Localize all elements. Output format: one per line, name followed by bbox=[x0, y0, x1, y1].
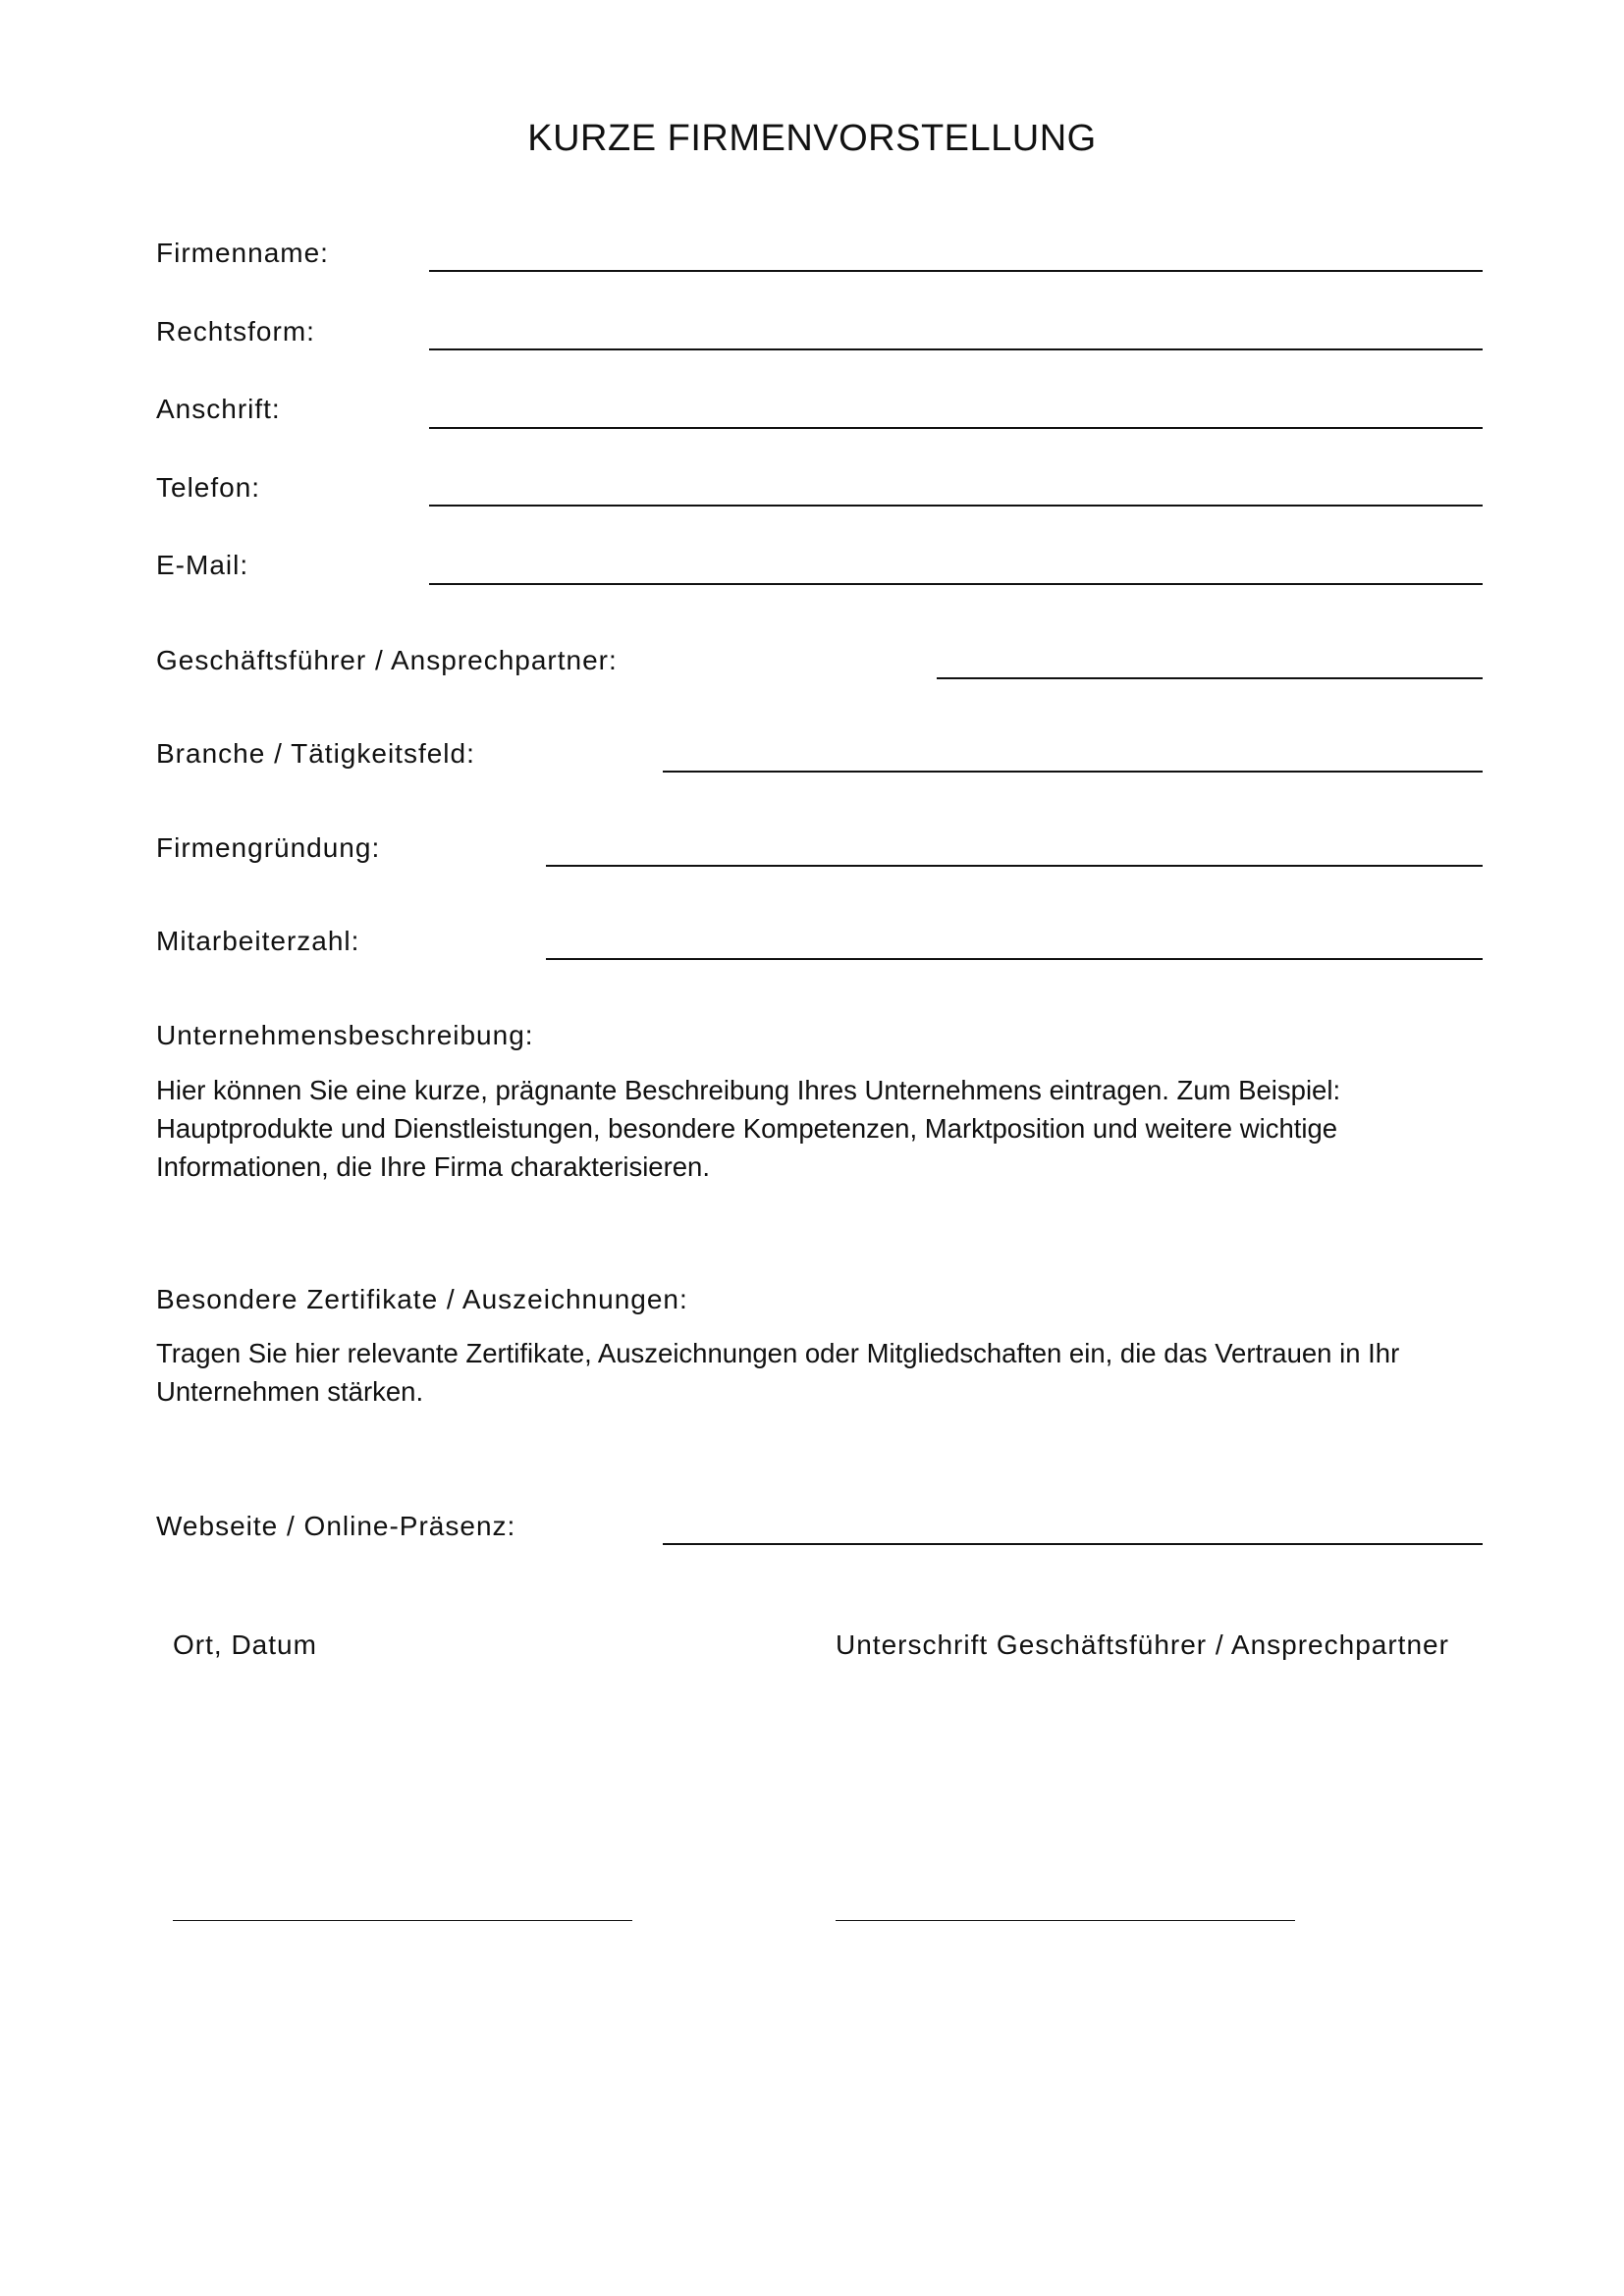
certificates-line: Unternehmen stärken. bbox=[156, 1376, 424, 1407]
label-anschrift: Anschrift: bbox=[156, 394, 281, 424]
input-line-webseite[interactable] bbox=[663, 1543, 1483, 1545]
description-line: Informationen, die Ihre Firma charakterisieren. bbox=[156, 1151, 710, 1182]
description-line: Hier können Sie eine kurze, prägnante Beschreibung Ihres Unternehmens eintragen. Zum Beispiel: bbox=[156, 1075, 1341, 1105]
input-line-email[interactable] bbox=[429, 583, 1483, 585]
label-webseite: Webseite / Online-Präsenz: bbox=[156, 1511, 516, 1541]
input-line-branche[interactable] bbox=[663, 771, 1483, 773]
description-line: Hauptprodukte und Dienstleistungen, besondere Kompetenzen, Marktposition und weitere wichtige bbox=[156, 1113, 1338, 1144]
label-email: E-Mail: bbox=[156, 550, 249, 580]
label-geschaeftsfuehrer: Geschäftsführer / Ansprechpartner: bbox=[156, 645, 618, 675]
label-ort-datum: Ort, Datum bbox=[173, 1629, 317, 1660]
certificates-line: Tragen Sie hier relevante Zertifikate, Auszeichnungen oder Mitgliedschaften ein, die das Vertrauen in Ihr bbox=[156, 1338, 1400, 1368]
input-line-firmengruendung[interactable] bbox=[546, 865, 1483, 867]
signature-line-unterschrift[interactable] bbox=[836, 1920, 1295, 1921]
label-branche: Branche / Tätigkeitsfeld: bbox=[156, 738, 475, 769]
input-line-anschrift[interactable] bbox=[429, 427, 1483, 429]
input-line-geschaeftsfuehrer[interactable] bbox=[937, 677, 1483, 679]
label-firmenname: Firmenname: bbox=[156, 238, 329, 268]
label-zertifikate: Besondere Zertifikate / Auszeichnungen: bbox=[156, 1284, 688, 1314]
label-firmengruendung: Firmengründung: bbox=[156, 832, 381, 863]
input-line-telefon[interactable] bbox=[429, 505, 1483, 507]
input-line-firmenname[interactable] bbox=[429, 270, 1483, 272]
label-unterschrift: Unterschrift Geschäftsführer / Ansprechpartner bbox=[836, 1629, 1449, 1660]
document-title: KURZE FIRMENVORSTELLUNG bbox=[527, 118, 1097, 159]
certificates-text bbox=[156, 1334, 1399, 1411]
signature-line-ort-datum[interactable] bbox=[173, 1920, 632, 1921]
label-telefon: Telefon: bbox=[156, 472, 261, 503]
label-unternehmensbeschreibung: Unternehmensbeschreibung: bbox=[156, 1020, 534, 1050]
input-line-rechtsform[interactable] bbox=[429, 348, 1483, 350]
description-text bbox=[156, 1071, 1340, 1186]
input-line-mitarbeiterzahl[interactable] bbox=[546, 958, 1483, 960]
label-rechtsform: Rechtsform: bbox=[156, 316, 315, 347]
label-mitarbeiterzahl: Mitarbeiterzahl: bbox=[156, 926, 360, 956]
